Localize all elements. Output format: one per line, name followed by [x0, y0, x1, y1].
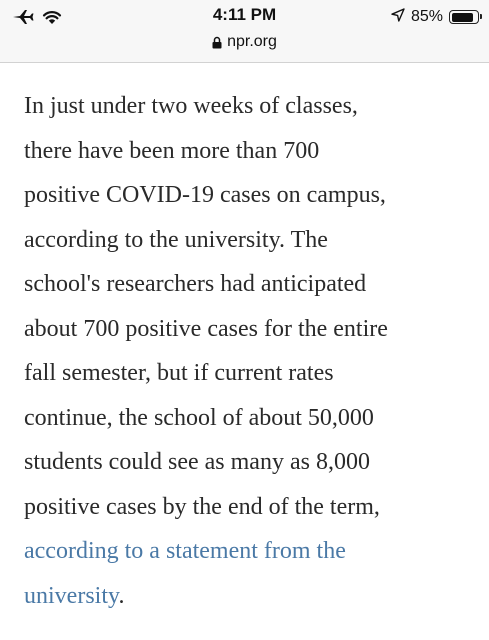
article-line: continue, the school of about 50,000: [24, 404, 374, 431]
location-arrow-icon: [391, 8, 405, 27]
battery-percentage: 85%: [410, 8, 443, 25]
article-line: students could see as many as 8,000: [24, 449, 370, 475]
article-line: about 700 positive cases for the entire: [24, 315, 388, 342]
article-line: there have been more than 700: [24, 137, 320, 164]
address-bar[interactable]: [0, 33, 489, 51]
university-statement-link[interactable]: [24, 538, 346, 609]
article-line: according to the university. The: [24, 226, 328, 253]
trailing-period: .: [118, 582, 125, 609]
link-text-line-2[interactable]: university: [24, 582, 119, 609]
article-line: school's researchers had anticipated: [24, 271, 367, 297]
url-domain[interactable]: npr.org: [227, 33, 277, 50]
browser-top-bar: [0, 0, 489, 63]
battery-icon: [449, 10, 479, 24]
lock-icon: [212, 36, 222, 49]
link-text-line-1[interactable]: according to a statement from the: [24, 538, 346, 564]
article-line: positive cases by the end of the term,: [24, 493, 380, 520]
battery-fill: [452, 13, 473, 22]
article-line: In just under two weeks of classes,: [24, 93, 358, 119]
article-line: positive COVID-19 cases on campus,: [24, 182, 386, 208]
article-line: fall semester, but if current rates: [24, 360, 334, 386]
status-time: 4:11 PM: [212, 5, 277, 24]
status-right-group: [391, 6, 479, 28]
article-paragraph: [24, 84, 464, 618]
battery-tip: [480, 14, 482, 19]
article-body: [24, 84, 464, 618]
